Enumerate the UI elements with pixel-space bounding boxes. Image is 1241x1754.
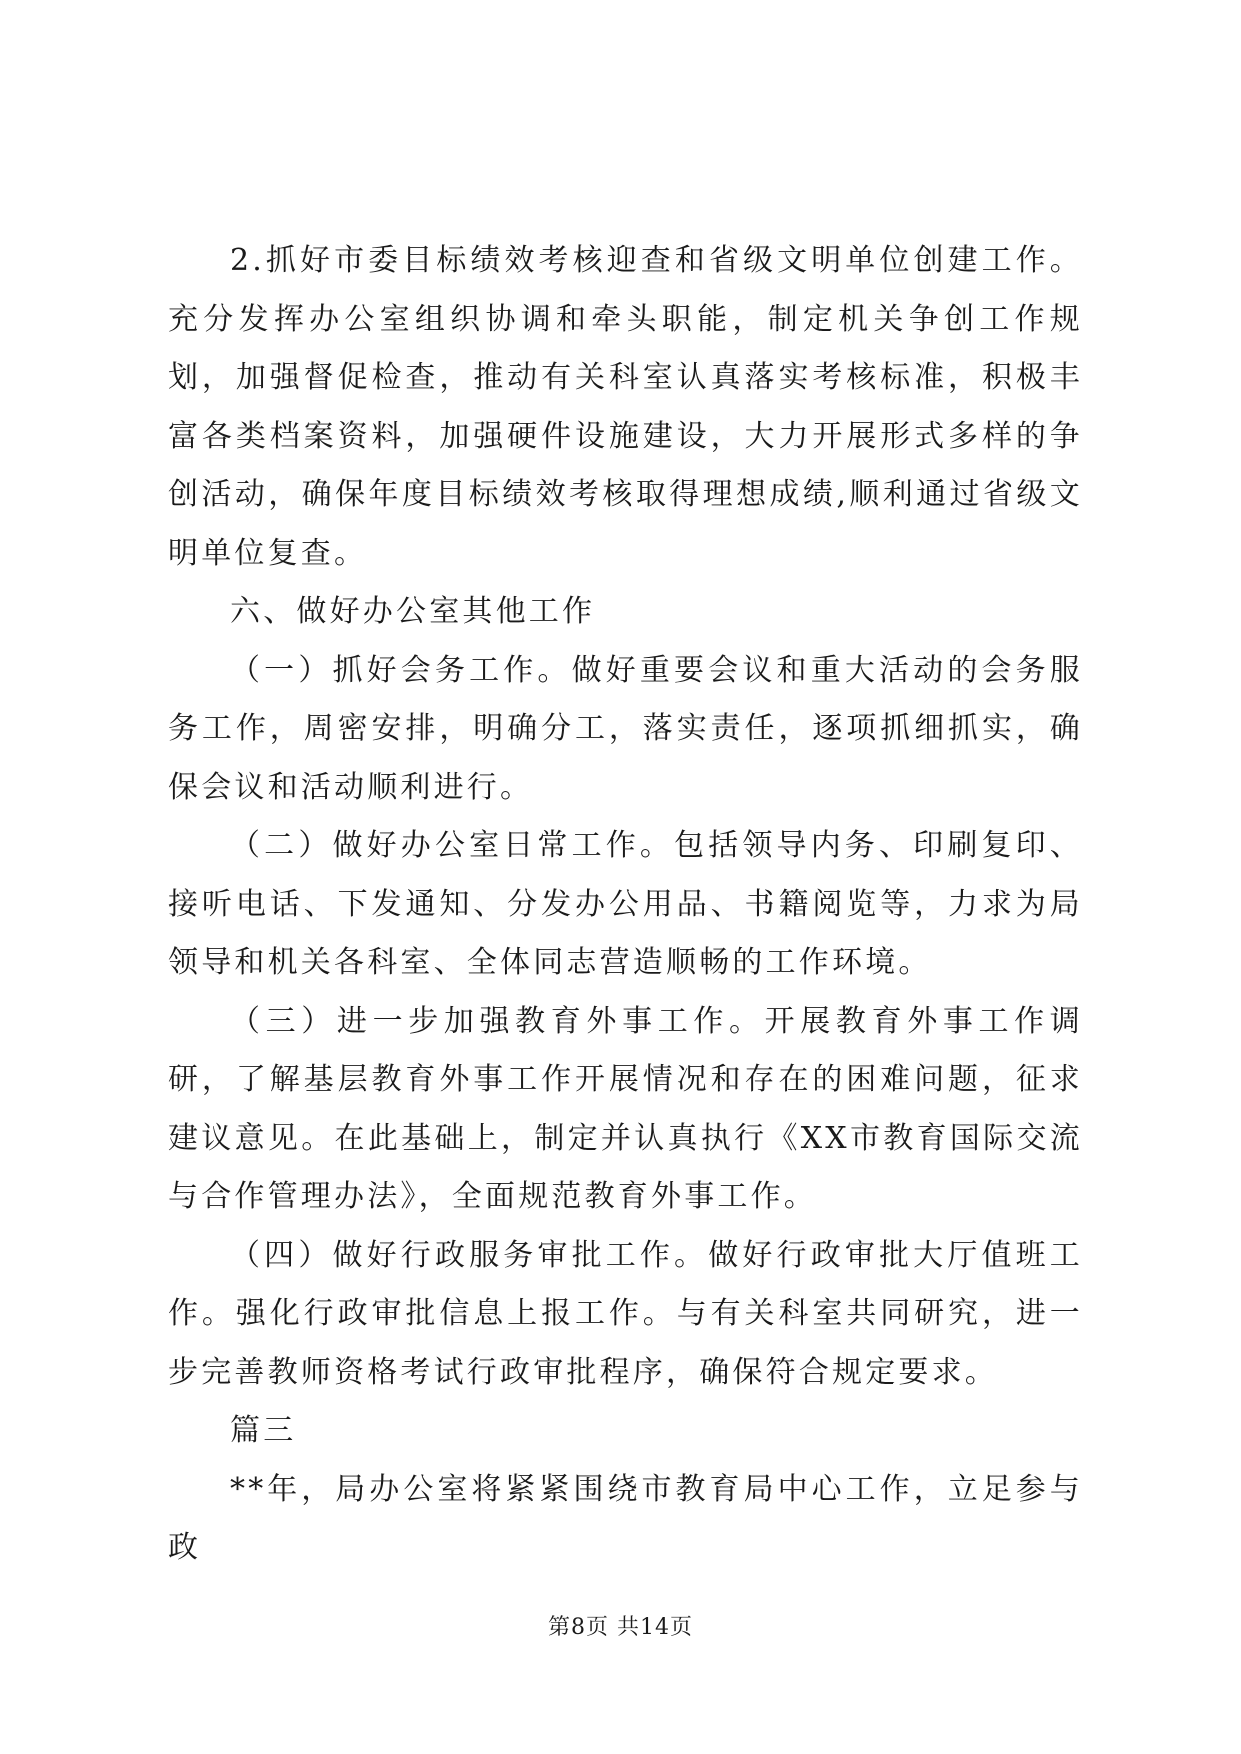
paragraph-part-three-intro: **年，局办公室将紧紧围绕市教育局中心工作，立足参与政	[168, 1471, 1083, 1565]
page-number-footer: 第8页 共14页	[548, 1615, 693, 1640]
paragraph-daily-work: （二）做好办公室日常工作。包括领导内务、印刷复印、接听电话、下发通知、分发办公用品、书籍阅览等，力求为局领导和机关各科室、全体同志营造顺畅的工作环境。	[168, 828, 1083, 980]
section-heading-other-work: 六、做好办公室其他工作	[230, 594, 596, 629]
paragraph-target-performance: 2.抓好市委目标绩效考核迎查和省级文明单位创建工作。充分发挥办公室组织协调和牵头职能，制定机关争创工作规划，加强督促检查，推动有关科室认真落实考核标准，积极丰富各类档案资料，加强硬件设施建设，大力开展形式多样的争创活动，确保年度目标绩效考核取得理想成绩,顺利通过省级文明单位复查。	[168, 243, 1083, 571]
section-heading-part-three: 篇三	[230, 1413, 297, 1448]
paragraph-meeting-affairs: （一）抓好会务工作。做好重要会议和重大活动的会务服务工作，周密安排，明确分工，落实责任，逐项抓细抓实，确保会议和活动顺利进行。	[168, 652, 1083, 805]
paragraph-foreign-affairs: （三）进一步加强教育外事工作。开展教育外事工作调研，了解基层教育外事工作开展情况和存在的困难问题，征求建议意见。在此基础上，制定并认真执行《XX市教育国际交流与合作管理办法》，全面规范教育外事工作。	[168, 1003, 1083, 1214]
document-body	[168, 232, 1083, 1578]
paragraph-administrative-approval: （四）做好行政服务审批工作。做好行政审批大厅值班工作。强化行政审批信息上报工作。与有关科室共同研究，进一步完善教师资格考试行政审批程序，确保符合规定要求。	[168, 1237, 1083, 1390]
